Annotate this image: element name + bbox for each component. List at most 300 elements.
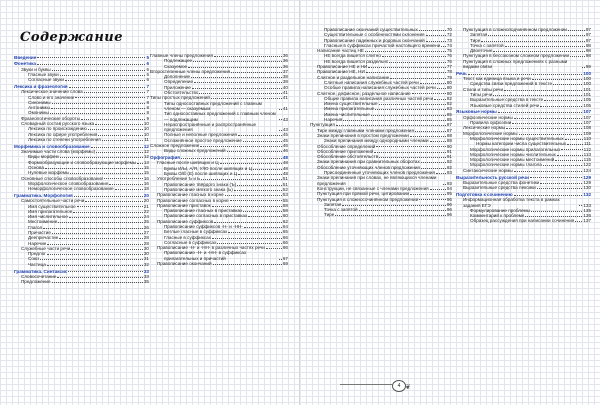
toc-entry-title: Буквы И/Ы, А/Я, У/Ю после шипящих и Ц (164, 165, 252, 171)
dot-leader (519, 134, 583, 135)
dot-leader (95, 124, 143, 125)
toc-entry[interactable] (456, 168, 591, 173)
dot-leader (228, 232, 282, 233)
toc-page-number: 107 (583, 114, 591, 120)
toc-entry-title: Пунктуация (310, 122, 335, 128)
dot-leader (60, 157, 143, 158)
toc-entry-title: Глагол (28, 224, 43, 230)
toc-entry-title: Имена числительные (324, 111, 370, 117)
dot-leader (238, 174, 282, 175)
toc-page-number: 36 (282, 53, 288, 58)
toc-entry[interactable] (150, 111, 288, 122)
toc-entry-title: Существительные с особенностями склонения (324, 32, 425, 38)
dot-leader (514, 171, 583, 172)
toc-entry[interactable] (150, 122, 288, 133)
toc-entry-title: Типы речи (470, 92, 493, 98)
toc-entry-title: Грамматика. Морфология (14, 192, 73, 198)
toc-entry-title: Омонимы (28, 110, 49, 116)
dot-leader (504, 90, 582, 91)
toc-entry-title: Правописание приставок (157, 202, 211, 208)
dot-leader (88, 129, 143, 130)
toc-entry[interactable] (456, 185, 591, 190)
toc-page-number: 64 (282, 224, 288, 229)
dot-leader (69, 217, 143, 218)
toc-entry[interactable] (150, 250, 288, 261)
toc-page-number: 51 (282, 181, 288, 187)
dot-leader (98, 135, 142, 136)
toc-entry-title: Правописание суффиксов -Н- и -НН- (164, 224, 243, 229)
toc-page-number: 52 (282, 186, 288, 192)
toc-section-heading[interactable] (14, 55, 149, 60)
toc-page-number: 133 (583, 202, 591, 208)
toc-entry-title: Общие правила написания различных частей речи (324, 95, 434, 101)
dot-leader (540, 106, 582, 107)
toc-page-number: 93 (446, 170, 452, 176)
dot-leader (115, 189, 143, 190)
toc-page-number: 38 (282, 79, 288, 85)
toc-entry[interactable] (456, 103, 591, 108)
page-number: 4 (392, 380, 406, 392)
toc-entry-title: НЕ всегда пишется слитно (324, 53, 381, 59)
dot-leader (279, 119, 282, 120)
toc-page-number: 60 (282, 213, 288, 219)
dot-leader (537, 188, 583, 189)
toc-page-number: 48 (282, 165, 288, 171)
toc-page-number: 100 (583, 81, 591, 87)
toc-page-number: 98 (585, 53, 591, 59)
toc-page-number: 85 (446, 111, 452, 117)
dot-leader (514, 118, 583, 119)
dot-leader (468, 74, 582, 75)
toc-entry-title: Предложение (21, 279, 51, 285)
dot-leader (421, 162, 446, 163)
toc-page-number: 69 (282, 261, 288, 267)
toc-page-number: 96 (446, 196, 452, 202)
toc-page-number: 16 (143, 180, 149, 186)
dot-leader (266, 248, 282, 249)
dot-leader (45, 168, 143, 169)
toc-page-number: 7 (146, 89, 149, 95)
dot-leader (493, 95, 582, 96)
dot-leader (214, 222, 282, 223)
dot-leader (37, 64, 146, 65)
dot-leader (365, 51, 446, 52)
dot-leader (59, 238, 143, 239)
toc-entry-title: Антонимы (28, 105, 50, 111)
toc-entry-title: Знаки препинания в простом предложении (317, 132, 409, 138)
toc-page-number: 62 (282, 218, 288, 224)
dot-leader (335, 215, 446, 216)
toc-page-number: 88 (446, 138, 452, 144)
toc-entry-title: Пунктуация при прямой речи, цитировании (317, 191, 410, 197)
toc-page-number: 93 (446, 180, 452, 186)
toc-entry-title: Написание частиц НЕ (317, 48, 364, 54)
dot-leader (579, 205, 582, 206)
toc-entry-title: Тире (470, 37, 481, 43)
toc-entry-title: Гласные звуки (28, 71, 59, 77)
toc-page-number: 28 (143, 235, 149, 241)
toc-page-number: 67 (282, 255, 288, 261)
toc-page-number: 78 (446, 69, 452, 75)
toc-page-number: 53 (282, 192, 288, 198)
toc-column-4 (456, 27, 591, 399)
dot-leader (530, 177, 582, 178)
dot-leader (389, 62, 445, 63)
dot-leader (570, 56, 585, 57)
page-title: Содержание (20, 30, 124, 45)
dot-leader (481, 41, 585, 42)
toc-page-number: 124 (583, 167, 591, 173)
toc-page-number: 100 (583, 76, 591, 82)
toc-page-number: 22 (143, 208, 149, 214)
dot-leader (553, 84, 582, 85)
toc-page-number: 37 (282, 68, 288, 74)
toc-entry[interactable] (150, 101, 288, 112)
toc-entry[interactable] (14, 262, 149, 267)
toc-entry-title: Формообразующие и словообразующие морфемы (28, 159, 137, 165)
toc-page-number: 12 (143, 143, 149, 149)
toc-entry-title: Пунктуация в бессоюзном сложном предложении (463, 53, 570, 59)
dot-leader (359, 210, 446, 211)
dot-leader (568, 30, 585, 31)
toc-entry-title: Наречия (324, 117, 343, 123)
toc-entry-title: Обособление определений (317, 143, 376, 149)
toc-entry-title: Обстоятельство (164, 90, 199, 96)
toc-page-number: 24 (143, 214, 149, 220)
toc-entry[interactable] (310, 175, 452, 186)
toc-entry-title: Имена существительные (324, 101, 378, 107)
toc-entry-title: Правила орфоэпии (470, 120, 512, 126)
dot-leader (544, 100, 582, 101)
toc-page-number: 15 (143, 164, 149, 170)
toc-entry-title: Запятая (470, 32, 488, 38)
toc-page-number: 30 (143, 251, 149, 257)
toc-entry-title: Сложное предложение (150, 143, 200, 149)
toc-entry[interactable] (14, 186, 149, 191)
toc-entry-title: Пунктуация в сложноподчинённом предложении (463, 27, 567, 32)
dot-leader (582, 67, 585, 68)
toc-entry-title: Знаки препинания между однородными членами (324, 138, 429, 144)
dot-leader (436, 173, 446, 174)
toc-entry-title: Правописание согласных в корне (157, 197, 229, 203)
toc-page-number: 98 (585, 48, 591, 54)
toc-entry-title: Точка с запятой (470, 42, 504, 48)
toc-page-number: 107 (583, 120, 591, 126)
dot-leader (199, 93, 281, 94)
toc-entry-title: Лексика по степени употребления (28, 136, 101, 142)
toc-entry-title: Дополнение (164, 74, 191, 80)
toc-entry-title: Полные и неполные предложения (164, 132, 237, 138)
toc-entry[interactable] (310, 212, 452, 217)
dot-leader (419, 199, 446, 200)
toc-page-number: 16 (143, 175, 149, 181)
dot-leader (213, 264, 282, 265)
toc-entry-title: Словосочетание (21, 273, 57, 279)
dot-leader (47, 265, 143, 266)
dot-leader (493, 51, 584, 52)
toc-entry-title: Имя прилагательное (28, 208, 73, 214)
dot-leader (50, 113, 146, 114)
toc-entry-title: Морфологические нормы прилагательных (470, 146, 561, 152)
dot-leader (512, 123, 582, 124)
toc-page-number: 46 (282, 143, 288, 149)
dot-leader (47, 254, 143, 255)
toc-page-number: 83 (446, 106, 452, 112)
toc-page-number: 101 (583, 86, 591, 92)
dot-leader (390, 78, 446, 79)
toc-page-number: 30 (143, 245, 149, 251)
toc-page-number: 107 (583, 109, 591, 115)
dot-leader (376, 146, 446, 147)
toc-entry[interactable] (456, 197, 591, 208)
toc-entry-title: Запятая (324, 201, 342, 207)
toc-entry-title: Текст как единица языка и речи (463, 76, 531, 82)
toc-page-number: 74 (446, 42, 452, 48)
toc-entry-title: Средства связи предложений в тексте (470, 81, 553, 87)
page-fold (299, 0, 301, 405)
dot-leader (214, 56, 282, 57)
toc-page-number: 31 (143, 256, 149, 262)
dot-leader (248, 216, 282, 217)
toc-page-number: 12 (143, 149, 149, 155)
dot-leader (188, 67, 282, 68)
toc-entry-title: Сказуемое (164, 63, 188, 69)
toc-entry-title: Правописание мягкого знака (Ь) (164, 186, 233, 192)
toc-page-number: 10 (143, 126, 149, 132)
dot-leader (192, 88, 282, 89)
toc-page-number: 12 (143, 154, 149, 160)
toc-page-number: 90 (446, 143, 452, 149)
toc-entry-title: Морфологическое словообразование (28, 180, 109, 186)
toc-page-number: 66 (282, 245, 288, 251)
toc-page-number: 111 (584, 141, 591, 147)
toc-entry[interactable] (14, 77, 149, 82)
toc-entry-title: Правописание окончаний существительных (324, 27, 418, 32)
toc-page-number: 21 (143, 203, 149, 209)
dot-leader (279, 109, 282, 110)
toc-page-number: 105 (583, 97, 591, 103)
toc-entry-title: Нераспространённые и распространённые предложения (164, 121, 257, 133)
dot-leader (514, 195, 583, 196)
dot-leader (65, 80, 145, 81)
toc-page-number: 115 (583, 157, 591, 163)
dot-leader (543, 165, 582, 166)
toc-entry-title: Имя числительное (28, 214, 68, 220)
dot-leader (237, 185, 282, 186)
toc-entry-title: Языковые средства стилей речи (470, 102, 540, 108)
toc-page-number: 27 (143, 230, 149, 235)
toc-page-number: 100 (583, 70, 591, 76)
toc-entry-title: Синтаксические нормы (463, 167, 513, 173)
toc-page-number: 6 (146, 77, 149, 83)
toc-page-number: 108 (583, 125, 591, 131)
dot-leader (443, 184, 446, 185)
toc-entry-title: Подлежащее (164, 58, 193, 64)
toc-page-number: 92 (446, 159, 452, 165)
dot-leader (231, 72, 282, 73)
toc-page-number: 101 (583, 92, 591, 98)
toc-page-number: 76 (446, 53, 452, 59)
toc-entry-title: Самостоятельные части речи (21, 198, 85, 204)
toc-page-number: 132 (583, 191, 591, 197)
toc-page-number: 33 (143, 268, 149, 274)
dot-leader (505, 46, 585, 47)
dot-leader (52, 103, 146, 104)
toc-page-number: 113 (583, 151, 591, 157)
dot-leader (420, 83, 446, 84)
toc-page-number: 77 (446, 64, 452, 70)
dot-leader (71, 249, 143, 250)
dot-leader (194, 82, 282, 83)
dot-leader (217, 243, 282, 244)
dot-leader (81, 119, 145, 120)
dot-leader (531, 211, 582, 212)
toc-entry-title: Имена прилагательные (324, 106, 375, 112)
toc-page-number: 129 (583, 179, 591, 185)
toc-entry-title: Союз (28, 256, 40, 262)
toc-entry-title: Подготовка к сочинению (456, 191, 513, 197)
dot-leader (540, 183, 582, 184)
dot-leader (70, 173, 142, 174)
toc-page-number: 80 (446, 90, 452, 96)
toc-entry-title: Приложение (164, 84, 191, 90)
toc-entry-title: Правописание твёрдого знака (Ъ) (164, 181, 237, 187)
dot-leader (75, 97, 145, 98)
toc-entry-title: Местоимение (28, 219, 58, 225)
toc-entry-title: Употребление Ъ и Ь (157, 176, 201, 182)
toc-entry-title: Морфологические нормы местоимений (470, 157, 555, 163)
toc-entry[interactable] (150, 261, 288, 266)
toc-entry-title: Формулирование проблемы (470, 207, 530, 213)
toc-page-number: 43 (282, 127, 288, 133)
dot-leader (227, 151, 282, 152)
dot-leader (37, 57, 145, 58)
toc-page-number: 32 (143, 261, 149, 267)
dot-leader (243, 211, 282, 212)
toc-entry-title: Обособление приложений (317, 148, 374, 154)
toc-page-number: 135 (583, 207, 591, 213)
toc-entry-title: Определение (164, 79, 194, 85)
toc-page-number: 6 (146, 71, 149, 77)
toc-page-number: 82 (446, 101, 452, 107)
toc-entry-title: Слово и его значение (28, 94, 75, 100)
toc-entry-title: Точка с запятой (324, 207, 358, 213)
toc-entry-title: Образец рассуждения при написании сочинения (470, 218, 575, 224)
dot-leader (575, 221, 582, 222)
toc-entry[interactable] (150, 148, 288, 153)
dot-leader (96, 152, 143, 153)
toc-page-number: 15 (143, 170, 149, 176)
toc-entry[interactable] (456, 59, 591, 70)
toc-entry[interactable] (456, 218, 591, 223)
toc-entry-title: Гласные в суффиксах причастий настоящего времени (324, 42, 441, 48)
toc-page-number: 28 (143, 240, 149, 246)
toc-entry-title: Слитное и раздельное написание (317, 74, 390, 80)
toc-page-number: 6 (146, 61, 149, 67)
dot-leader (441, 46, 446, 47)
dot-leader (52, 233, 143, 234)
dot-leader (379, 104, 446, 105)
toc-entry-title: Значимые части слова (морфемы) (21, 149, 96, 155)
toc-page-number: 41 (282, 90, 288, 96)
toc-page-number: 137 (583, 218, 591, 224)
toc-entry-title: Типы односоставных предложений с главным членом — сказуемым (164, 100, 262, 111)
dot-leader (60, 75, 146, 76)
toc-entry[interactable] (14, 279, 149, 284)
toc-entry-title: Обособление обстоятельств (317, 154, 379, 160)
toc-entry-title: Грамматика. Синтаксис (14, 268, 68, 274)
toc-entry-title: Слитные написания служебных частей речи (324, 79, 419, 85)
toc-page-number: 58 (282, 208, 288, 214)
toc-entry-title: Правописание падежных и родовых окончаний (324, 37, 425, 43)
toc-page-number: 66 (282, 239, 288, 245)
toc-entry[interactable] (14, 137, 149, 142)
toc-page-number: 6 (146, 66, 149, 72)
toc-entry-title: Морфологические нормы глагола (470, 162, 542, 168)
toc-page-number: 95 (446, 191, 452, 197)
toc-entry-title: Нулевые морфемы (28, 170, 70, 176)
toc-page-number: 87 (446, 122, 452, 128)
toc-page-number: 88 (446, 132, 452, 138)
toc-entry-title: Фразеологические обороты (21, 115, 80, 121)
toc-page-number: 82 (446, 95, 452, 101)
dot-leader (430, 141, 446, 142)
toc-page-number: 96 (446, 207, 452, 213)
toc-page-number: 99 (585, 64, 591, 70)
toc-entry-title: Осложнённое простое предложение (164, 137, 242, 143)
toc-page-number: 51 (282, 176, 288, 182)
toc-page-number: 8 (146, 105, 149, 111)
dot-leader (379, 157, 446, 158)
dot-leader (91, 147, 143, 148)
dot-leader (211, 98, 282, 99)
dot-leader (77, 206, 143, 207)
toc-entry-title: Правописание суффиксов (157, 218, 214, 224)
dot-leader (415, 131, 446, 132)
toc-page-number: 8 (146, 110, 149, 116)
toc-entry-title: Правописание НЕ, НИ (317, 69, 365, 75)
toc-entry-title: Слитное, дефисное, раздельное написание (317, 90, 411, 96)
dot-leader (421, 168, 446, 169)
dot-leader (336, 125, 446, 126)
toc-entry-title: Буквы О/Ё (Е) после шипящих и Ц (164, 171, 238, 177)
dot-leader (238, 135, 282, 136)
toc-entry-title: Комментарий к проблеме (470, 213, 525, 219)
toc-entry-title: Виды сложных предложений (164, 148, 226, 154)
dot-leader (220, 163, 282, 164)
toc-page-number: 130 (583, 185, 591, 191)
toc-page-number: 20 (143, 198, 149, 204)
toc-entry-title: Беглые гласные в суффиксах (164, 229, 228, 235)
toc-page-number: 122 (583, 162, 591, 168)
dot-leader (234, 190, 282, 191)
toc-entry-title: Служебные части речи (21, 245, 71, 251)
toc-page-number: 76 (446, 58, 452, 64)
toc-entry-title: Речь (456, 70, 467, 76)
toc-entry-title: Стили и типы речи (463, 86, 504, 92)
dot-leader (488, 35, 584, 36)
dot-leader (410, 194, 446, 195)
toc-page-number: 5 (146, 54, 149, 60)
dot-leader (382, 56, 446, 57)
toc-page-number: 8 (146, 99, 149, 105)
dot-leader (375, 109, 446, 110)
toc-page-number: 45 (282, 132, 288, 138)
toc-entry-title: Орфография (150, 155, 180, 161)
toc-entry-title: Основа (28, 164, 44, 170)
dot-leader (57, 277, 142, 278)
toc-entry-title: Обособление уточняющих членов предложения (317, 164, 420, 170)
